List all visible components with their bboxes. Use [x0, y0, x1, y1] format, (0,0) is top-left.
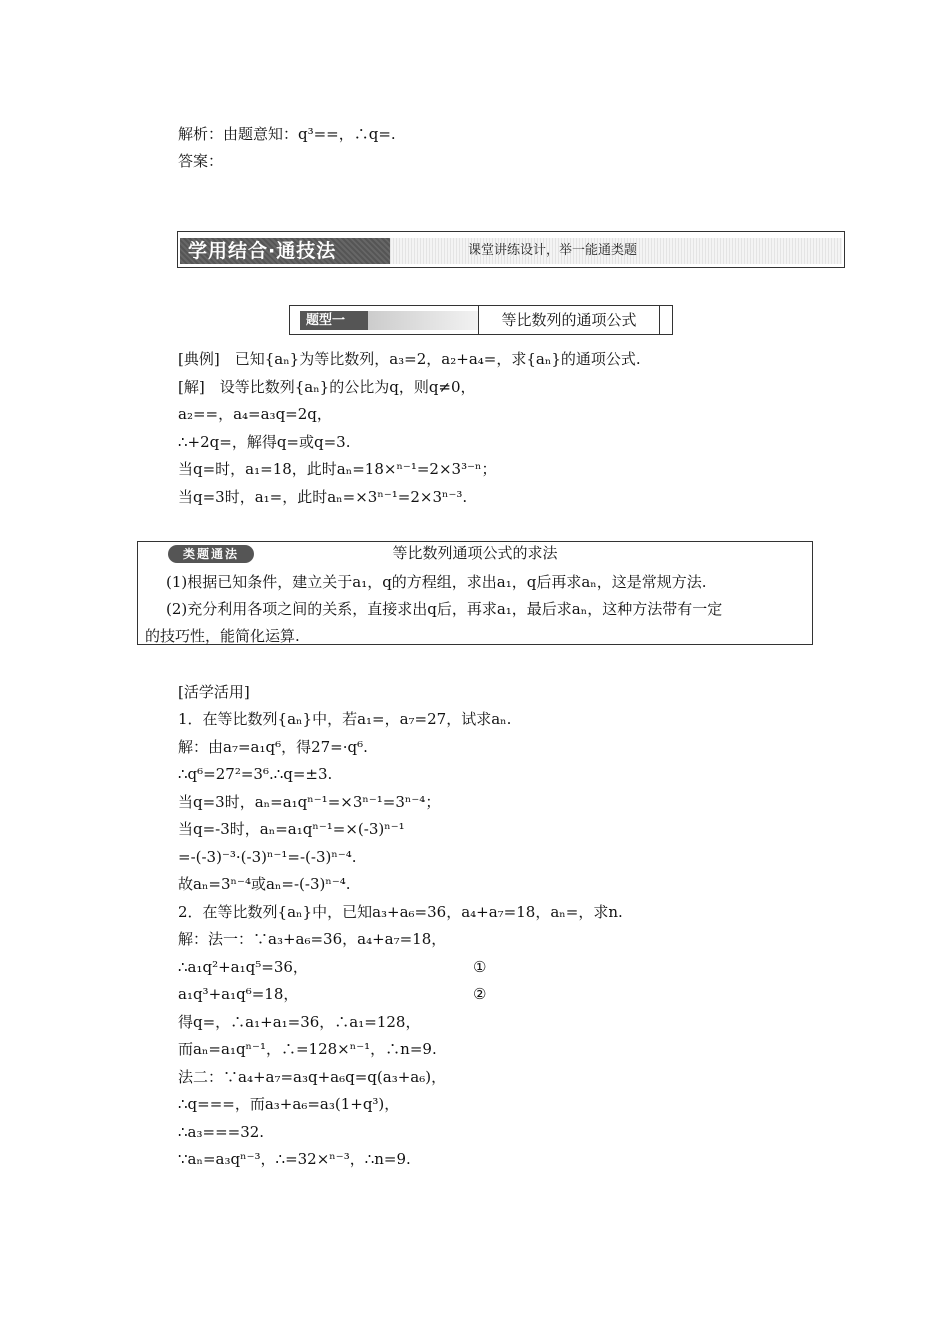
problem-2-line: 法二：∵a₄+a₇=a₃q+a₆q=q(a₃+a₆)，: [178, 1068, 447, 1086]
problem-1-line: ∴q⁶=27²=3⁶.∴q=±3.: [178, 765, 333, 783]
problem-1-question: 1．在等比数列{aₙ}中，若a₁=，a₇=27，试求aₙ.: [178, 710, 512, 728]
problem-2-line: 解：法一：∵a₃+a₆=36，a₄+a₇=18，: [178, 930, 447, 948]
type-title: 等比数列的通项公式: [478, 306, 660, 334]
problem-1-line: 解：由a₇=a₁q⁶，得27=·q⁶.: [178, 738, 368, 756]
example-question: [典例] 已知{aₙ}为等比数列，a₃=2，a₂+a₄=，求{aₙ}的通项公式.: [178, 350, 641, 368]
problem-1-line: 故aₙ=3ⁿ⁻⁴或aₙ=-(-3)ⁿ⁻⁴.: [178, 875, 351, 893]
analysis-line: 解析：由题意知：q³==，∴q=.: [178, 125, 396, 143]
problem-2-line: ∴a₁q²+a₁q⁵=36，: [178, 958, 308, 976]
problem-2-line: 而aₙ=a₁qⁿ⁻¹，∴=128×ⁿ⁻¹，∴n=9.: [178, 1040, 437, 1058]
method-title: 等比数列通项公式的求法: [392, 544, 558, 562]
example-solution-line: [解] 设等比数列{aₙ}的公比为q，则q≠0，: [178, 378, 476, 396]
problem-2-line: a₁q³+a₁q⁶=18，: [178, 985, 299, 1003]
equation-marker-1: ①: [473, 958, 487, 976]
method-summary-box: [137, 541, 813, 645]
question-type-box: [289, 305, 673, 335]
equation-marker-2: ②: [473, 985, 487, 1003]
problem-2-question: 2．在等比数列{aₙ}中，已知a₃+a₆=36，a₄+a₇=18，aₙ=，求n.: [178, 903, 623, 921]
practice-header: [活学活用]: [178, 683, 250, 701]
banner-subtitle: 课堂讲练设计，举一能通类题: [390, 238, 842, 264]
example-solution-line: ∴+2q=，解得q=或q=3.: [178, 433, 351, 451]
section-banner: [177, 231, 845, 268]
method-line: (1)根据已知条件，建立关于a₁，q的方程组，求出a₁，q后再求aₙ，这是常规方法.: [166, 573, 707, 591]
problem-1-line: 当q=3时，aₙ=a₁qⁿ⁻¹=×3ⁿ⁻¹=3ⁿ⁻⁴；: [178, 793, 441, 811]
method-line: 的技巧性，能简化运算.: [145, 627, 300, 645]
example-solution-line: a₂==，a₄=a₃q=2q，: [178, 405, 332, 423]
method-tag: 类题通法: [168, 545, 254, 563]
problem-1-line: 当q=-3时，aₙ=a₁qⁿ⁻¹=×(-3)ⁿ⁻¹: [178, 820, 405, 838]
problem-1-line: =-(-3)⁻³·(-3)ⁿ⁻¹=-(-3)ⁿ⁻⁴.: [178, 848, 357, 866]
problem-2-line: ∴a₃===32.: [178, 1123, 265, 1141]
problem-2-line: ∵aₙ=a₃qⁿ⁻³，∴=32×ⁿ⁻³，∴n=9.: [178, 1150, 411, 1168]
banner-title: 学用结合·通技法: [180, 238, 390, 264]
problem-2-line: ∴q===，而a₃+a₆=a₃(1+q³)，: [178, 1095, 400, 1113]
answer-line: 答案：: [178, 152, 224, 170]
type-tag-shade: [368, 311, 478, 330]
example-solution-line: 当q=时，a₁=18，此时aₙ=18×ⁿ⁻¹=2×3³⁻ⁿ；: [178, 460, 497, 478]
type-tag: 题型一: [300, 311, 368, 330]
method-line: (2)充分利用各项之间的关系，直接求出q后，再求a₁，最后求aₙ，这种方法带有一定: [166, 600, 723, 618]
problem-2-line: 得q=，∴a₁+a₁=36，∴a₁=128，: [178, 1013, 421, 1031]
example-solution-line: 当q=3时，a₁=，此时aₙ=×3ⁿ⁻¹=2×3ⁿ⁻³.: [178, 488, 468, 506]
